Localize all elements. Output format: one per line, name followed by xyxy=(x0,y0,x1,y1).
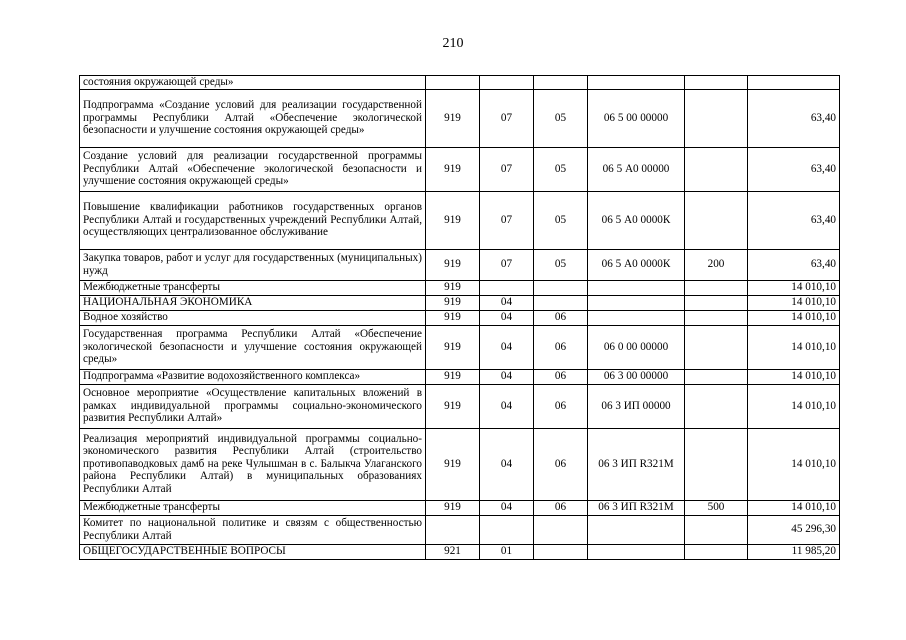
row-amount: 63,40 xyxy=(748,89,840,147)
row-target-code: 06 3 ИП R321M xyxy=(588,500,685,515)
row-target-code: 06 0 00 00000 xyxy=(588,325,685,369)
row-amount xyxy=(748,76,840,90)
row-name: Подпрограмма «Создание условий для реализации государственной программы Республики Алтай «Обеспечение экологической безопасности и улучшение состояния окружающей среды» xyxy=(80,89,426,147)
row-expense-type xyxy=(685,515,748,544)
row-name: Водное хозяйство xyxy=(80,310,426,325)
row-subsection-code: 06 xyxy=(534,500,588,515)
table-row xyxy=(80,280,840,295)
row-subsection-code: 06 xyxy=(534,428,588,500)
row-subsection-code xyxy=(534,515,588,544)
row-amount: 63,40 xyxy=(748,249,840,280)
row-expense-type xyxy=(685,280,748,295)
row-admin-code xyxy=(426,76,480,90)
row-target-code: 06 5 А0 0000К xyxy=(588,249,685,280)
row-subsection-code: 06 xyxy=(534,369,588,384)
row-name: Межбюджетные трансферты xyxy=(80,280,426,295)
row-admin-code: 919 xyxy=(426,280,480,295)
row-target-code xyxy=(588,515,685,544)
row-admin-code: 919 xyxy=(426,428,480,500)
row-amount: 14 010,10 xyxy=(748,500,840,515)
row-admin-code: 919 xyxy=(426,147,480,191)
row-expense-type xyxy=(685,369,748,384)
row-amount: 14 010,10 xyxy=(748,369,840,384)
row-admin-code: 919 xyxy=(426,325,480,369)
row-amount: 45 296,30 xyxy=(748,515,840,544)
row-amount: 14 010,10 xyxy=(748,295,840,310)
table-row xyxy=(80,325,840,369)
row-admin-code: 921 xyxy=(426,544,480,559)
row-target-code: 06 3 00 00000 xyxy=(588,369,685,384)
table-row xyxy=(80,428,840,500)
row-subsection-code xyxy=(534,295,588,310)
row-name: Комитет по национальной политике и связям с общественностью Республики Алтай xyxy=(80,515,426,544)
row-section-code: 01 xyxy=(480,544,534,559)
row-admin-code: 919 xyxy=(426,384,480,428)
row-section-code: 04 xyxy=(480,310,534,325)
row-target-code xyxy=(588,295,685,310)
row-target-code: 06 3 ИП R321M xyxy=(588,428,685,500)
row-name: Повышение квалификации работников государственных органов Республики Алтай и государственных учреждений Республики Алтай, осуществляющих централизованное обслуживание xyxy=(80,191,426,249)
row-subsection-code: 06 xyxy=(534,325,588,369)
table-row xyxy=(80,515,840,544)
row-expense-type xyxy=(685,384,748,428)
row-admin-code: 919 xyxy=(426,191,480,249)
row-amount: 14 010,10 xyxy=(748,310,840,325)
row-section-code xyxy=(480,76,534,90)
row-subsection-code xyxy=(534,76,588,90)
row-section-code: 04 xyxy=(480,369,534,384)
row-admin-code: 919 xyxy=(426,310,480,325)
row-expense-type xyxy=(685,89,748,147)
row-name: Создание условий для реализации государственной программы Республики Алтай «Обеспечение экологической безопасности и улучшение состояния окружающей среды» xyxy=(80,147,426,191)
row-name: Межбюджетные трансферты xyxy=(80,500,426,515)
page-number: 210 xyxy=(442,36,464,51)
table-row xyxy=(80,147,840,191)
row-target-code xyxy=(588,76,685,90)
table-row xyxy=(80,384,840,428)
table-row xyxy=(80,295,840,310)
row-section-code: 04 xyxy=(480,428,534,500)
row-admin-code: 919 xyxy=(426,369,480,384)
row-subsection-code: 05 xyxy=(534,89,588,147)
row-target-code: 06 5 А0 0000К xyxy=(588,191,685,249)
row-amount: 11 985,20 xyxy=(748,544,840,559)
row-section-code: 04 xyxy=(480,295,534,310)
row-expense-type xyxy=(685,295,748,310)
row-name: Закупка товаров, работ и услуг для государственных (муниципальных) нужд xyxy=(80,249,426,280)
budget-table-body xyxy=(80,76,840,560)
row-target-code: 06 5 00 00000 xyxy=(588,89,685,147)
row-subsection-code: 06 xyxy=(534,384,588,428)
table-row xyxy=(80,191,840,249)
row-expense-type xyxy=(685,310,748,325)
row-subsection-code: 06 xyxy=(534,310,588,325)
row-amount: 14 010,10 xyxy=(748,280,840,295)
row-admin-code: 919 xyxy=(426,89,480,147)
row-target-code: 06 3 ИП 00000 xyxy=(588,384,685,428)
row-amount: 14 010,10 xyxy=(748,428,840,500)
row-name: состояния окружающей среды» xyxy=(80,76,426,90)
row-admin-code: 919 xyxy=(426,500,480,515)
row-amount: 63,40 xyxy=(748,147,840,191)
row-amount: 14 010,10 xyxy=(748,325,840,369)
table-row xyxy=(80,500,840,515)
table-row xyxy=(80,249,840,280)
row-section-code: 04 xyxy=(480,325,534,369)
table-row xyxy=(80,89,840,147)
row-subsection-code: 05 xyxy=(534,249,588,280)
row-section-code: 07 xyxy=(480,249,534,280)
row-expense-type xyxy=(685,544,748,559)
row-amount: 63,40 xyxy=(748,191,840,249)
row-section-code: 07 xyxy=(480,89,534,147)
table-row xyxy=(80,76,840,90)
table-row xyxy=(80,369,840,384)
row-section-code: 07 xyxy=(480,147,534,191)
row-section-code xyxy=(480,515,534,544)
row-section-code xyxy=(480,280,534,295)
row-name: Государственная программа Республики Алтай «Обеспечение экологической безопасности и улучшение состояния окружающей среды» xyxy=(80,325,426,369)
row-expense-type: 200 xyxy=(685,249,748,280)
row-expense-type: 500 xyxy=(685,500,748,515)
row-section-code: 07 xyxy=(480,191,534,249)
row-target-code: 06 5 А0 00000 xyxy=(588,147,685,191)
row-name: Подпрограмма «Развитие водохозяйственного комплекса» xyxy=(80,369,426,384)
row-subsection-code xyxy=(534,280,588,295)
table-row xyxy=(80,310,840,325)
row-admin-code xyxy=(426,515,480,544)
budget-table xyxy=(79,75,840,560)
row-admin-code: 919 xyxy=(426,249,480,280)
row-expense-type xyxy=(685,76,748,90)
row-subsection-code xyxy=(534,544,588,559)
row-name: НАЦИОНАЛЬНАЯ ЭКОНОМИКА xyxy=(80,295,426,310)
row-target-code xyxy=(588,310,685,325)
row-expense-type xyxy=(685,191,748,249)
row-name: Реализация мероприятий индивидуальной программы социально-экономического развития Республики Алтай (строительство противопаводковых дамб на реке Чулышман в с. Балыкча Улаганского района Республики Алтай) в муниципальных образованиях Республики Алтай xyxy=(80,428,426,500)
row-expense-type xyxy=(685,147,748,191)
row-target-code xyxy=(588,544,685,559)
row-expense-type xyxy=(685,325,748,369)
row-subsection-code: 05 xyxy=(534,147,588,191)
row-expense-type xyxy=(685,428,748,500)
row-name: Основное мероприятие «Осуществление капитальных вложений в рамках индивидуальной программы социально-экономического развития Республики Алтай» xyxy=(80,384,426,428)
row-section-code: 04 xyxy=(480,500,534,515)
row-subsection-code: 05 xyxy=(534,191,588,249)
row-name: ОБЩЕГОСУДАРСТВЕННЫЕ ВОПРОСЫ xyxy=(80,544,426,559)
row-section-code: 04 xyxy=(480,384,534,428)
row-admin-code: 919 xyxy=(426,295,480,310)
table-row xyxy=(80,544,840,559)
row-target-code xyxy=(588,280,685,295)
row-amount: 14 010,10 xyxy=(748,384,840,428)
